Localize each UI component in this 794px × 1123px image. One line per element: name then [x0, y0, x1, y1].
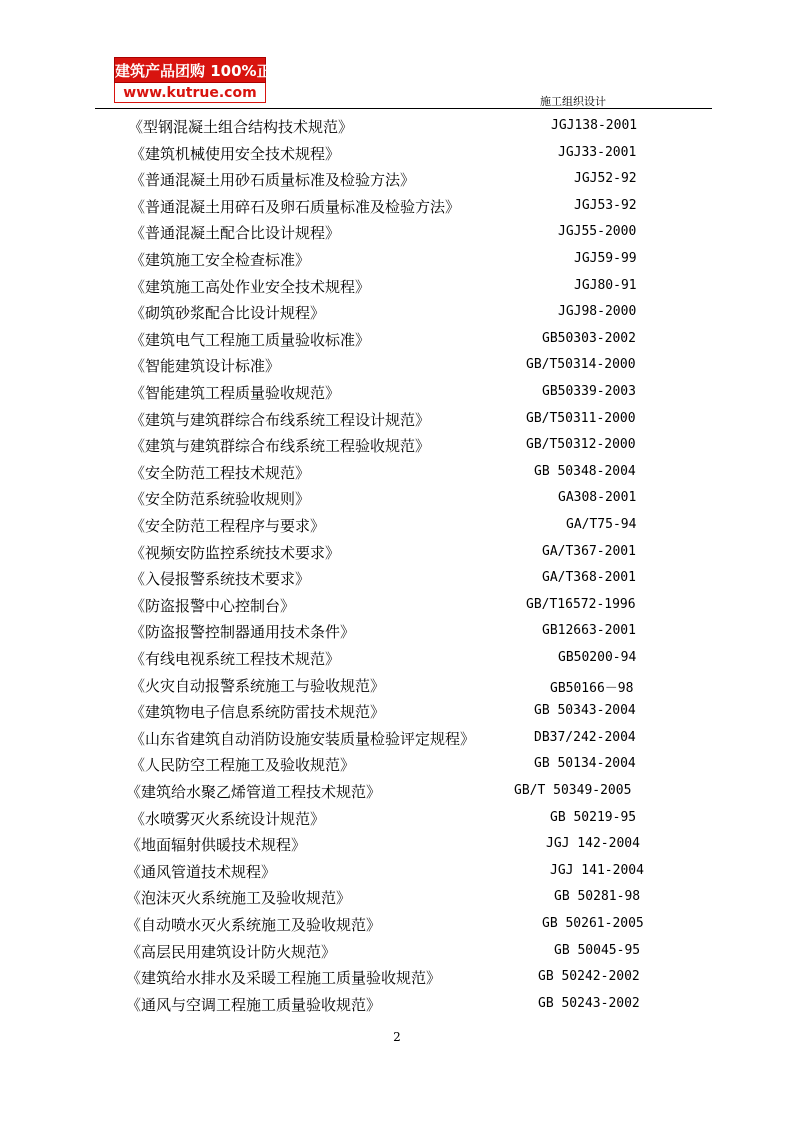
standard-row	[0, 222, 794, 248]
standard-row	[0, 276, 794, 302]
standard-row	[0, 169, 794, 195]
standard-title: 《安全防范系统验收规则》	[130, 490, 311, 509]
standard-title: 《建筑物电子信息系统防雷技术规范》	[130, 703, 386, 722]
standard-code: GB50303-2002	[542, 330, 636, 346]
standard-row	[0, 675, 794, 701]
standard-title: 《防盗报警中心控制台》	[130, 596, 296, 615]
standard-title: 《有线电视系统工程技术规范》	[130, 650, 341, 668]
standard-row	[0, 728, 794, 754]
standard-code: JGJ 142-2004	[546, 836, 640, 852]
standard-title: 《通风管道技术规程》	[126, 862, 277, 881]
standard-row	[0, 701, 794, 727]
standard-code: GB/T50311-2000	[526, 410, 636, 426]
standard-row	[0, 329, 794, 355]
standard-row	[0, 515, 794, 541]
document-header-title: 施工组织设计	[540, 95, 606, 108]
standard-code: GB/T 50349-2005	[514, 783, 632, 798]
standard-code: GA308-2001	[558, 490, 637, 506]
standard-row	[0, 887, 794, 913]
standard-title: 《智能建筑设计标准》	[130, 357, 281, 376]
brand-logo	[114, 57, 287, 103]
standard-row	[0, 462, 794, 488]
standard-row	[0, 355, 794, 381]
standard-title: 《安全防范工程程序与要求》	[130, 517, 326, 535]
standard-row	[0, 542, 794, 568]
standard-code: GB 50281-98	[554, 889, 641, 905]
standard-code: GB 50348-2004	[534, 463, 636, 479]
standard-code: JGJ138-2001	[551, 118, 638, 133]
standard-row	[0, 435, 794, 461]
standard-title: 《人民防空工程施工及验收规范》	[130, 756, 356, 775]
standard-title: 《通风与空调工程施工质量验收规范》	[126, 995, 382, 1014]
standard-code: JGJ33-2001	[558, 144, 637, 160]
standard-row	[0, 967, 794, 993]
standard-row	[0, 409, 794, 435]
standard-row	[0, 302, 794, 328]
standard-code: GB/T50312-2000	[526, 437, 636, 453]
standard-code: GB/T16572-1996	[526, 596, 636, 612]
standard-row	[0, 143, 794, 169]
standard-title: 《泡沫灭火系统施工及验收规范》	[126, 889, 352, 908]
standard-code: GB 50261-2005	[542, 916, 644, 931]
standard-code: JGJ 141-2004	[550, 862, 644, 878]
logo-slogan: 建筑产品团购 100%正品	[114, 57, 266, 83]
standard-code: GB/T50314-2000	[526, 357, 636, 373]
standard-title: 《火灾自动报警系统施工与验收规范》	[130, 676, 386, 695]
standard-row	[0, 568, 794, 594]
standard-title: 《安全防范工程技术规范》	[130, 463, 311, 482]
standard-code: JGJ55-2000	[558, 224, 637, 240]
standard-row	[0, 994, 794, 1020]
standard-title: 《建筑给水聚乙烯管道工程技术规范》	[126, 783, 382, 801]
standard-code: GA/T368-2001	[542, 570, 636, 586]
standard-title: 《普通混凝土用碎石及卵石质量标准及检验方法》	[130, 197, 461, 216]
standard-title: 《建筑电气工程施工质量验收标准》	[130, 330, 371, 349]
standard-row	[0, 382, 794, 408]
logo-url: www.kutrue.com	[114, 83, 266, 103]
standard-code: GB 50219-95	[550, 809, 637, 825]
standard-code: JGJ53-92	[574, 197, 637, 213]
standard-row	[0, 808, 794, 834]
standard-code: GB50339-2003	[542, 384, 636, 399]
standard-code: JGJ98-2000	[558, 304, 637, 320]
standard-row	[0, 595, 794, 621]
standard-row	[0, 196, 794, 222]
standard-title: 《入侵报警系统技术要求》	[130, 570, 311, 589]
standard-code: GB 50134-2004	[534, 756, 636, 772]
standard-code: GB 50343-2004	[534, 703, 636, 719]
standard-code: DB37/242-2004	[534, 729, 636, 745]
standard-row	[0, 781, 794, 807]
standard-code: JGJ80-91	[574, 277, 637, 293]
standard-code: GB 50243-2002	[538, 995, 640, 1011]
standard-title: 《建筑施工安全检查标准》	[130, 251, 311, 269]
standard-code: GB50200-94	[558, 650, 637, 665]
standard-code: GB 50242-2002	[538, 969, 640, 985]
standard-title: 《砌筑砂浆配合比设计规程》	[130, 304, 326, 323]
standard-code: GB 50045-95	[554, 942, 641, 958]
standard-title: 《建筑与建筑群综合布线系统工程验收规范》	[130, 437, 431, 456]
standard-title: 《视频安防监控系统技术要求》	[130, 543, 341, 562]
standard-title: 《山东省建筑自动消防设施安装质量检验评定规程》	[130, 729, 476, 748]
standard-row	[0, 648, 794, 674]
standard-row	[0, 249, 794, 275]
standard-title: 《建筑施工高处作业安全技术规程》	[130, 277, 371, 296]
standard-title: 《普通混凝土用砂石质量标准及检验方法》	[130, 171, 416, 190]
standard-title: 《普通混凝土配合比设计规程》	[130, 224, 341, 243]
standard-code: GA/T367-2001	[542, 543, 636, 559]
standard-row	[0, 941, 794, 967]
standard-title: 《水喷雾灭火系统设计规范》	[130, 809, 326, 828]
standard-code: JGJ59-99	[574, 251, 637, 266]
standard-row	[0, 621, 794, 647]
standard-title: 《自动喷水灭火系统施工及验收规范》	[126, 916, 382, 934]
standard-title: 《地面辐射供暖技术规程》	[126, 836, 307, 855]
standard-code: JGJ52-92	[574, 171, 637, 187]
standard-row	[0, 834, 794, 860]
standard-title: 《建筑给水排水及采暖工程施工质量验收规范》	[126, 969, 442, 988]
standard-title: 《型钢混凝土组合结构技术规范》	[128, 118, 354, 136]
standard-row	[0, 861, 794, 887]
standard-code: GB50166－98	[550, 680, 634, 696]
standard-row	[0, 488, 794, 514]
header-divider	[95, 108, 712, 109]
standard-row	[0, 116, 794, 142]
standard-row	[0, 754, 794, 780]
standard-title: 《建筑与建筑群综合布线系统工程设计规范》	[130, 410, 431, 429]
standard-title: 《智能建筑工程质量验收规范》	[130, 384, 341, 402]
standard-title: 《建筑机械使用安全技术规程》	[130, 144, 341, 163]
standard-title: 《防盗报警控制器通用技术条件》	[130, 623, 356, 642]
standard-title: 《高层民用建筑设计防火规范》	[126, 942, 337, 961]
standard-code: GB12663-2001	[542, 623, 636, 639]
standard-row	[0, 914, 794, 940]
page-number: 2	[393, 1030, 401, 1044]
standard-code: GA/T75-94	[566, 517, 637, 532]
